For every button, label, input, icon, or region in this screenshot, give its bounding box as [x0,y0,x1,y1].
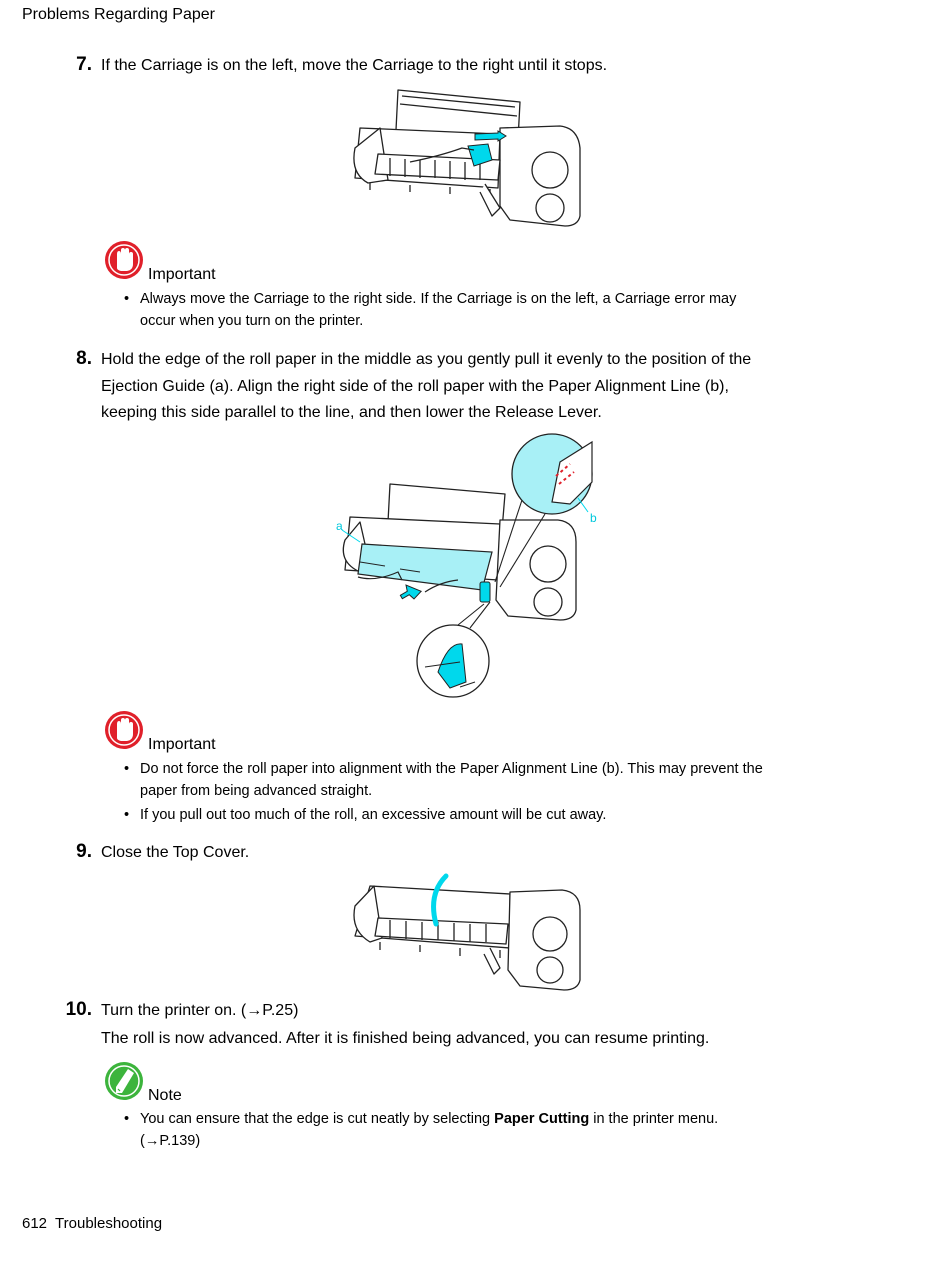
pencil-note-icon [104,1061,144,1101]
bullet-dot: • [124,761,130,777]
step-number: 10. [65,999,92,1020]
figure-label-a: a [336,519,343,533]
important-heading: Important [148,736,216,753]
note-heading: Note [148,1087,182,1104]
bullet-dot: • [124,807,130,823]
page-footer [22,1215,162,1232]
menu-item-reference: Paper Cutting [494,1111,590,1127]
roll-paper-alignment-illustration [330,432,610,702]
step-text-line: Hold the edge of the roll paper in the middle as you gently pull it evenly to the position of the [101,351,752,368]
step-subtext: The roll is now advanced. After it is finished being advanced, you can resume printing. [101,1030,710,1047]
step-number: 9. [76,841,92,862]
bullet-dot: • [124,1111,130,1127]
hand-stop-icon [104,710,144,750]
bullet-dot: • [124,291,130,307]
bullet-text-line: Do not force the roll paper into alignment with the Paper Alignment Line (b). This may prevent the [140,761,763,777]
step-text-line: keeping this side parallel to the line, and then lower the Release Lever. [101,404,602,421]
hand-stop-icon [104,240,144,280]
page-header-title: Problems Regarding Paper [22,6,215,23]
note-text-suffix: in the printer menu. [589,1111,719,1127]
list-item [124,288,737,332]
bullet-text-line: If you pull out too much of the roll, an excessive amount will be cut away. [140,807,607,823]
step-text: If the Carriage is on the left, move the Carriage to the right until it stops. [101,57,608,74]
footer-section: Troubleshooting [55,1215,163,1232]
step-text: Close the Top Cover. [101,844,250,861]
bullet-text-line: paper from being advanced straight. [140,783,373,799]
important-heading: Important [148,266,216,283]
list-item [124,758,763,802]
printer-carriage-illustration [350,88,585,230]
list-item [124,804,607,826]
figure-label-b: b [590,511,597,525]
bullet-text-line: Always move the Carriage to the right side. If the Carriage is on the left, a Carriage error may [140,291,737,307]
bullet-text-line [140,1108,718,1130]
step-number: 8. [76,348,92,369]
page-number: 612 [22,1215,48,1232]
list-item [124,1108,719,1152]
bullet-text-line: occur when you turn on the printer. [140,313,364,329]
step-number: 7. [76,54,92,75]
close-top-cover-illustration [350,872,585,996]
page-reference-link[interactable]: (→P.139) [140,1133,201,1149]
step-text: Turn the printer on. (→P.25) [101,1002,299,1019]
note-text-prefix: You can ensure that the edge is cut neatly by selecting [140,1111,495,1127]
step-text [101,347,751,427]
step-text-line: Ejection Guide (a). Align the right side of the roll paper with the Paper Alignment Line (b), [101,377,729,395]
